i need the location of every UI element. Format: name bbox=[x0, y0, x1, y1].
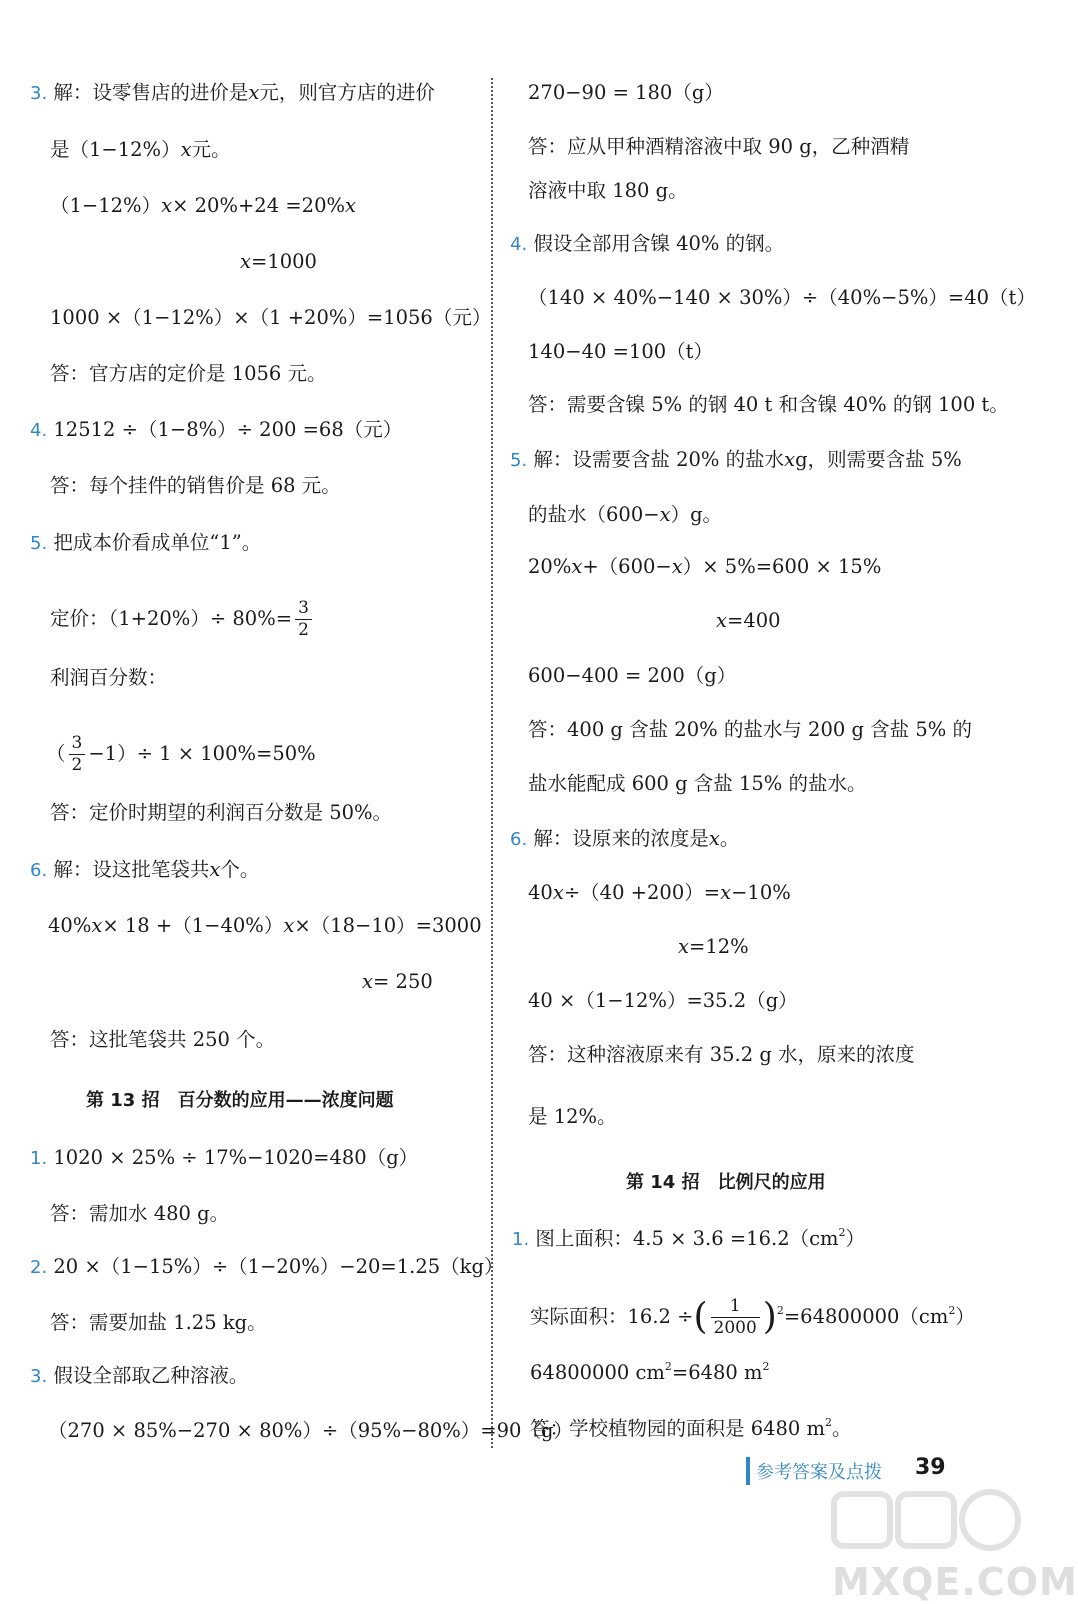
text: × 20%+24 =20% bbox=[172, 194, 346, 217]
line bbox=[50, 137, 231, 163]
variable: x bbox=[283, 914, 295, 937]
superscript: 2 bbox=[838, 1226, 846, 1239]
item-number: 5. bbox=[30, 533, 48, 554]
variable: x bbox=[678, 935, 689, 958]
item-number: 2. bbox=[30, 1257, 48, 1278]
numerator: 3 bbox=[295, 598, 312, 620]
answer: 答：400 g 含盐 20% 的盐水与 200 g 含盐 5% 的 bbox=[528, 718, 972, 741]
text: 20% bbox=[528, 555, 572, 578]
numerator: 1 bbox=[711, 1296, 760, 1318]
text: −1）÷ 1 × 100%=50% bbox=[88, 742, 316, 765]
text: 个。 bbox=[220, 858, 260, 881]
variable: x bbox=[784, 448, 796, 471]
text: 实际面积：16.2 ÷ bbox=[530, 1305, 694, 1328]
text: （ bbox=[46, 742, 66, 765]
equation bbox=[50, 193, 356, 219]
footer-accent-bar bbox=[746, 1457, 750, 1485]
variable: x bbox=[345, 194, 357, 217]
equation bbox=[528, 880, 791, 906]
item-number: 3. bbox=[30, 1366, 48, 1387]
text: × 18 +（1−40%） bbox=[102, 914, 284, 937]
item-number: 6. bbox=[510, 829, 528, 850]
text: 答：学校植物园的面积是 6480 m bbox=[530, 1417, 826, 1440]
text: 是（1−12%） bbox=[50, 138, 181, 161]
answer: 答：这批笔袋共 250 个。 bbox=[50, 1028, 276, 1051]
text: 元，则官方店的进价 bbox=[259, 81, 435, 104]
variable: x bbox=[708, 827, 720, 850]
text: 元。 bbox=[191, 138, 231, 161]
text: ） bbox=[845, 1227, 866, 1250]
text: −10% bbox=[731, 881, 791, 904]
column-divider bbox=[491, 78, 493, 1448]
text: =400 bbox=[727, 609, 781, 632]
superscript: 2 bbox=[825, 1416, 833, 1429]
variable: x bbox=[209, 858, 221, 881]
equation bbox=[46, 733, 316, 776]
equation bbox=[678, 934, 749, 960]
fraction bbox=[295, 598, 312, 641]
answer: 答：官方店的定价是 1056 元。 bbox=[50, 362, 327, 385]
line bbox=[30, 1254, 503, 1281]
answer: 答：需要加盐 1.25 kg。 bbox=[50, 1311, 267, 1334]
variable: x bbox=[716, 609, 727, 632]
equation: 600−400 = 200（g） bbox=[528, 664, 737, 687]
answer: 是 12%。 bbox=[528, 1105, 617, 1128]
answer: 答：这种溶液原来有 35.2 g 水，原来的浓度 bbox=[528, 1043, 915, 1066]
fraction bbox=[711, 1296, 760, 1339]
variable: x bbox=[91, 914, 103, 937]
text: =64800000（cm bbox=[783, 1305, 949, 1328]
denominator: 2000 bbox=[713, 1318, 757, 1338]
text: 解：设原来的浓度是 bbox=[533, 827, 709, 850]
superscript: 2 bbox=[948, 1304, 956, 1317]
item-number: 6. bbox=[30, 860, 48, 881]
variable: x bbox=[161, 194, 173, 217]
equation: 140−40 =100（t） bbox=[528, 340, 713, 363]
variable: x bbox=[671, 555, 683, 578]
equation: （140 × 40%−140 × 30%）÷（40%−5%）=40（t） bbox=[528, 286, 1036, 309]
line bbox=[30, 530, 261, 557]
equation bbox=[530, 1296, 975, 1339]
equation bbox=[240, 249, 317, 275]
superscript: 2 bbox=[776, 1304, 784, 1317]
item-number: 1. bbox=[512, 1229, 530, 1250]
variable: x bbox=[180, 138, 192, 161]
variable: x bbox=[571, 555, 583, 578]
equation bbox=[530, 1360, 770, 1386]
text: =1000 bbox=[251, 250, 317, 273]
line bbox=[528, 502, 722, 528]
line bbox=[510, 826, 739, 853]
text: 解：设这批笔袋共 bbox=[53, 858, 210, 881]
answer: 答：定价时期望的利润百分数是 50%。 bbox=[50, 801, 393, 824]
text: 。 bbox=[832, 1417, 852, 1440]
answer: 答：需要含镍 5% 的钢 40 t 和含镍 40% 的钢 100 t。 bbox=[528, 393, 1009, 416]
text: g，则需要含盐 5% bbox=[795, 448, 962, 471]
equation: 1000 ×（1−12%）×（1 +20%）=1056（元） bbox=[50, 306, 492, 329]
equation: （270 × 85%−270 × 80%）÷（95%−80%）=90（g） bbox=[48, 1419, 573, 1442]
text: =6480 m bbox=[671, 1361, 763, 1384]
text: 解：设零售店的进价是 bbox=[53, 81, 249, 104]
text: 的盐水（600− bbox=[528, 503, 660, 526]
item-number: 4. bbox=[510, 234, 528, 255]
equation: 270−90 = 180（g） bbox=[528, 81, 724, 104]
numerator: 3 bbox=[69, 733, 86, 755]
equation bbox=[528, 554, 881, 580]
item-number: 1. bbox=[30, 1148, 48, 1169]
superscript: 2 bbox=[664, 1360, 672, 1373]
section-heading: 第 13 招 百分数的应用——浓度问题 bbox=[86, 1090, 394, 1111]
text: 。 bbox=[719, 827, 740, 850]
page-number: 39 bbox=[915, 1455, 946, 1480]
line bbox=[510, 447, 962, 474]
text: 把成本价看成单位“1”。 bbox=[53, 531, 262, 554]
variable: x bbox=[362, 970, 373, 993]
line bbox=[30, 1145, 418, 1172]
equation bbox=[362, 969, 433, 995]
text: 12512 ÷（1−8%）÷ 200 =68（元） bbox=[53, 418, 403, 441]
section-heading: 第 14 招 比例尺的应用 bbox=[626, 1172, 826, 1193]
answer: 溶液中取 180 g。 bbox=[528, 179, 688, 202]
watermark-text: MXQE.COM bbox=[832, 1560, 1078, 1604]
line bbox=[30, 80, 435, 107]
item-number: 5. bbox=[510, 450, 528, 471]
answer bbox=[530, 1416, 852, 1442]
line bbox=[512, 1226, 865, 1253]
variable: x bbox=[552, 881, 564, 904]
footer-label: 参考答案及点拨 bbox=[756, 1462, 882, 1483]
text: 40 bbox=[528, 881, 553, 904]
item-number: 4. bbox=[30, 420, 48, 441]
line bbox=[30, 1363, 248, 1390]
fraction bbox=[69, 733, 86, 776]
paren: ( bbox=[693, 1296, 708, 1338]
denominator: 2 bbox=[71, 755, 83, 775]
variable: x bbox=[720, 881, 732, 904]
denominator: 2 bbox=[298, 620, 309, 640]
line bbox=[510, 231, 784, 258]
text: 假设全部取乙种溶液。 bbox=[53, 1364, 249, 1387]
answer: 答：需加水 480 g。 bbox=[50, 1202, 230, 1225]
variable: x bbox=[240, 250, 251, 273]
text: +（600− bbox=[582, 555, 672, 578]
text: （1−12%） bbox=[50, 194, 162, 217]
text: ）× 5%=600 × 15% bbox=[682, 555, 882, 578]
line bbox=[30, 857, 259, 884]
equation: 40 ×（1−12%）=35.2（g） bbox=[528, 989, 798, 1012]
text: 40% bbox=[48, 914, 92, 937]
variable: x bbox=[659, 503, 671, 526]
text: 图上面积：4.5 × 3.6 =16.2（cm bbox=[535, 1227, 839, 1250]
text: 64800000 cm bbox=[530, 1361, 665, 1384]
text: 1020 × 25% ÷ 17%−1020=480（g） bbox=[53, 1146, 419, 1169]
text: ÷（40 +200）= bbox=[563, 881, 721, 904]
equation bbox=[48, 913, 482, 939]
paren: ) bbox=[762, 1296, 777, 1338]
text: 定价：（1+20%）÷ 80%= bbox=[50, 607, 293, 630]
text: = 250 bbox=[373, 970, 433, 993]
superscript: 2 bbox=[762, 1360, 770, 1373]
text: 解：设需要含盐 20% 的盐水 bbox=[533, 448, 785, 471]
text: ）g。 bbox=[670, 503, 723, 526]
answer: 答：每个挂件的销售价是 68 元。 bbox=[50, 474, 341, 497]
line: 利润百分数： bbox=[50, 666, 168, 689]
answer: 答：应从甲种酒精溶液中取 90 g，乙种酒精 bbox=[528, 135, 910, 158]
text: ×（18−10）=3000 bbox=[294, 914, 482, 937]
item-number: 3. bbox=[30, 83, 48, 104]
text: =12% bbox=[689, 935, 749, 958]
answer: 盐水能配成 600 g 含盐 15% 的盐水。 bbox=[528, 772, 867, 795]
equation bbox=[716, 608, 781, 634]
equation bbox=[50, 598, 315, 641]
text: ） bbox=[955, 1305, 975, 1328]
text: 20 ×（1−15%）÷（1−20%）−20=1.25（kg） bbox=[53, 1255, 504, 1278]
variable: x bbox=[248, 81, 260, 104]
line bbox=[30, 417, 402, 444]
text: 假设全部用含镍 40% 的钢。 bbox=[533, 232, 785, 255]
